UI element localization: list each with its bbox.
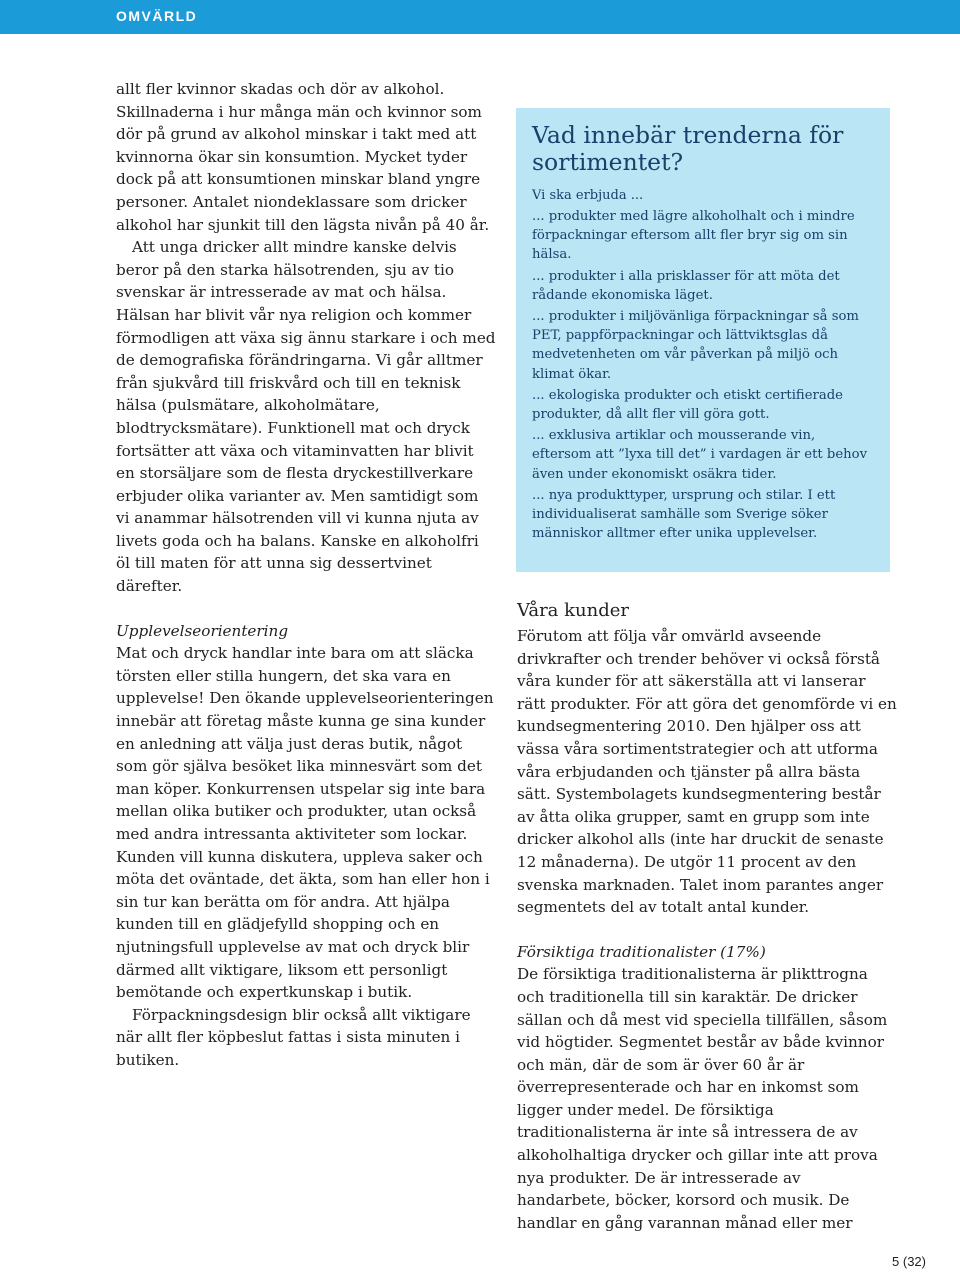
body-paragraph: Förpackningsdesign blir också allt viktigare när allt fler köpbeslut fattas i sista minuten i butiken. (116, 1005, 471, 1069)
box-list-item: ... produkter i alla prisklasser för att möta det rådande ekonomiska läget. (532, 268, 840, 303)
body-paragraph: Att unga dricker allt mindre kanske delvis beror på den starka hälsotrenden, sju av tio svenskar är intresserade av mat och hälsa. Hälsan har blivit vår nya religion och kommer förmodligen att växa sig ännu starkare i och med de demografiska förändringarna. Vi går alltmer från sjukvård till friskvård och till en teknisk hälsa (pulsmätare, alkoholmätare, blodtrycksmätare). Funktionell mat och dryck fortsätter att växa och vitaminvatten har blivit en storsäljare som de flesta dryckestillverkare erbjuder olika varianter av. Men samtidigt som vi anammar hälsotrenden vill vi kunna njuta av livets goda och ha balans. Kanske en alkoholfri öl till maten för att unna sig dessertvinet därefter. (116, 238, 496, 596)
box-list-item: ... produkter med lägre alkoholhalt och i mindre förpackningar eftersom allt fler bryr sig om sin hälsa. (532, 209, 855, 263)
left-column (116, 78, 496, 1072)
box-list-item: ... exklusiva artiklar och mousserande vin, eftersom att ”lyxa till det” i vardagen är ett behov även under ekonomiskt osäkra tider. (532, 428, 868, 482)
box-list-item: ... ekologiska produkter och etiskt certifierade produkter, då allt fler vill göra gott. (532, 387, 843, 423)
box-title: Vad innebär trenderna för sortimentet? (532, 121, 844, 176)
box-list (532, 207, 874, 543)
box-list-item: ... produkter i miljövänliga förpackningar så som PET, pappförpackningar och lättviktsglas då medvetenheten om vår påverkan på miljö och klimat ökar. (532, 309, 859, 382)
page-number: 5 (32) (892, 1254, 926, 1269)
box-lead: Vi ska erbjuda ... (532, 188, 644, 203)
body-paragraph: Mat och dryck handlar inte bara om att släcka törsten eller stilla hungern, det ska vara en upplevelse! Den ökande upplevelseorienteringen innebär att företag måste kunna ge sina kunder en anledning att välja just deras butik, något som gör själva besöket lika minnesvärt som det man köper. Konkurrensen utspelar sig inte bara mellan olika butiker och produkter, utan också med andra intressanta aktiviteter som lockar. Kunden vill kunna diskutera, uppleva saker och möta det oväntade, det äkta, som han eller hon i sin tur kan berätta om för andra. Att hjälpa kunden till en glädjefylld shopping och en njutningsfull upplevelse av mat och dryck blir därmed allt viktigare, liksom ett personligt bemötande och expertkunskap i butik. (116, 644, 494, 1002)
box-list-item: ... nya produkttyper, ursprung och stilar. I ett individualiserat samhälle som Sverige söker människor alltmer efter unika upplevelser. (532, 487, 836, 542)
section-heading: Våra kunder (517, 600, 630, 621)
section-header-bar (0, 0, 960, 34)
body-paragraph: allt fler kvinnor skadas och dör av alkohol. Skillnaderna i hur många män och kvinnor som dör på grund av alkohol minskar i takt med att kvinnorna ökar sin konsumtion. Mycket tyder dock på att konsumtionen minskar bland yngre personer. Antalet niondeklassare som dricker alkohol har sjunkit till den lägsta nivån på 40 år. (116, 80, 490, 234)
subheading: Upplevelseorientering (116, 621, 289, 640)
body-paragraph: De försiktiga traditionalisterna är plikttrogna och traditionella till sin karaktär. De dricker sällan och då mest vid speciella tillfällen, såsom vid högtider. Segmentet består av både kvinnor och män, där de som är över 60 år är överrepresenterade och har en inkomst som ligger under medel. De försiktiga traditionalisterna är inte så intressera de av alkoholhaltiga drycker och gillar inte att prova nya produkter. De är intresserade av handarbete, böcker, korsord och musik. De handlar en gång varannan månad eller mer (517, 965, 888, 1232)
right-column (517, 600, 897, 1234)
section-label: OMVÄRLD (116, 8, 198, 24)
trend-info-box (516, 108, 890, 572)
subheading: Försiktiga traditionalister (17%) (517, 942, 766, 961)
body-paragraph: Förutom att följa vår omvärld avseende drivkrafter och trender behöver vi också förstå våra kunder för att säkerställa att vi lanserar rätt produkter. För att göra det genomförde vi en kundsegmentering 2010. Den hjälper oss att vässa våra sortimentstrategier och att utforma våra erbjudanden och tjänster på allra bästa sätt. Systembolagets kundsegmentering består av åtta olika grupper, samt en grupp som inte dricker alkohol alls (inte har druckit de senaste 12 månaderna). De utgör 11 procent av den svenska marknaden. Talet inom parantes anger segmentets del av totalt antal kunder. (517, 627, 897, 917)
